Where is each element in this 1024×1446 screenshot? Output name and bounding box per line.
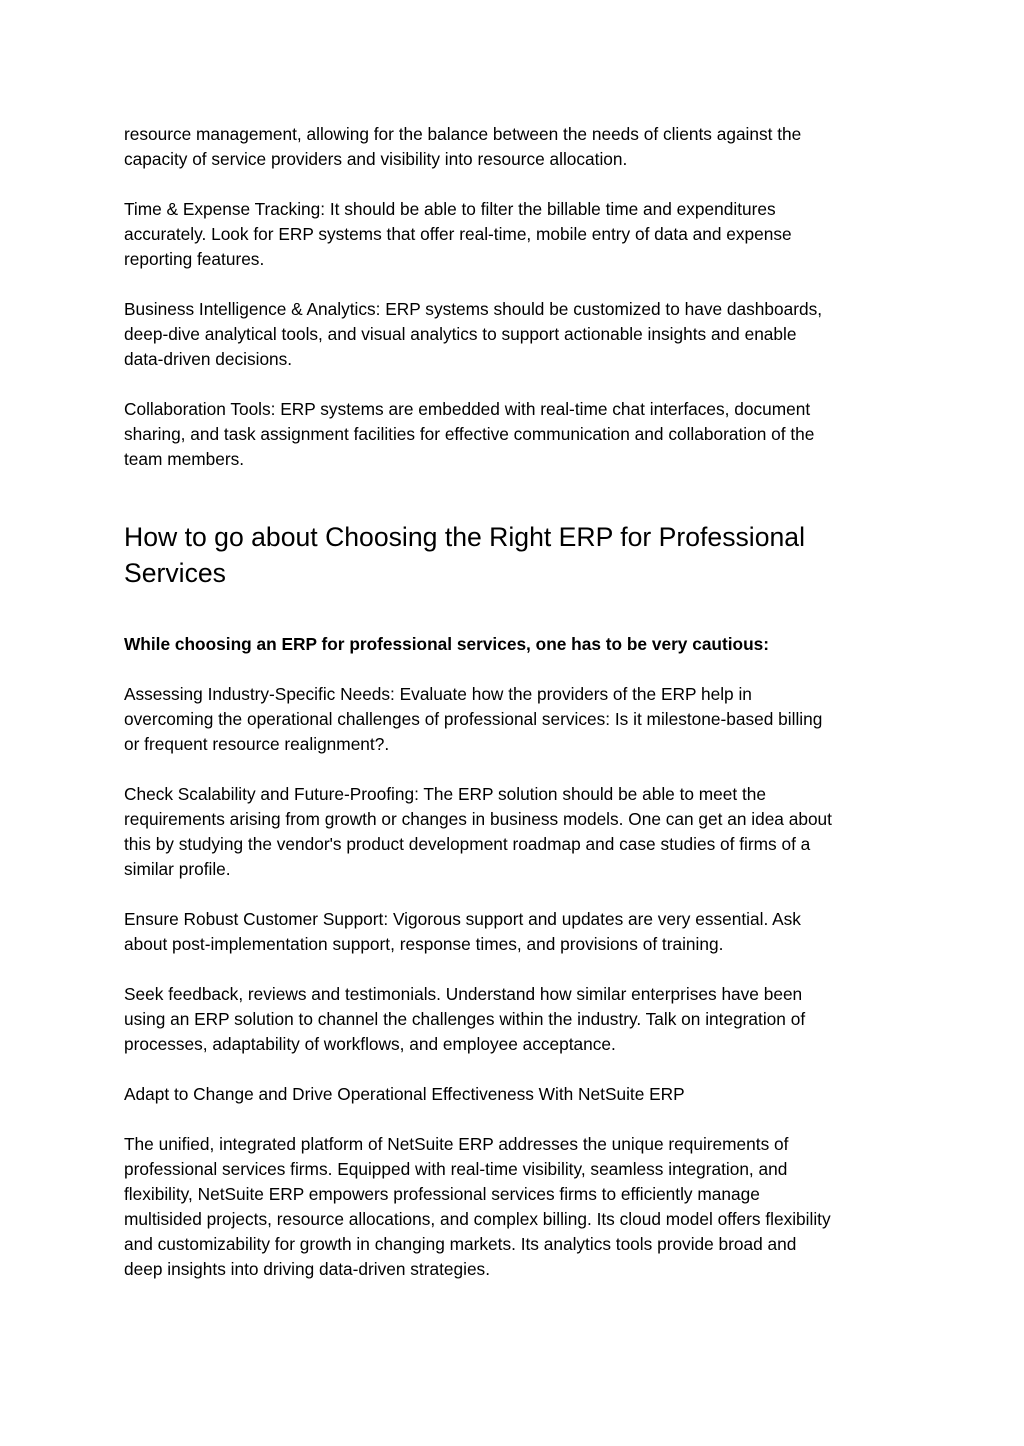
text-line: flexibility, NetSuite ERP empowers professional services firms to efficiently manage: [124, 1184, 760, 1204]
text-line: data-driven decisions.: [124, 349, 293, 369]
text-line: deep-dive analytical tools, and visual analytics to support actionable insights and enable: [124, 324, 797, 344]
text-line: Time & Expense Tracking: It should be able to filter the billable time and expenditures: [124, 199, 776, 219]
text-line: professional services firms. Equipped with real-time visibility, seamless integration, and: [124, 1159, 788, 1179]
text-line: about post-implementation support, response times, and provisions of training.: [124, 934, 724, 954]
paragraph-industry-needs: [124, 682, 904, 757]
text-line: overcoming the operational challenges of professional services: Is it milestone-based billing: [124, 709, 823, 729]
text-line: multisided projects, resource allocations, and complex billing. Its cloud model offers flexibility: [124, 1209, 831, 1229]
text-line: or frequent resource realignment?.: [124, 734, 390, 754]
paragraph-collaboration-tools: [124, 397, 904, 472]
text-line: Ensure Robust Customer Support: Vigorous support and updates are very essential. Ask: [124, 909, 801, 929]
text-line: resource management, allowing for the balance between the needs of clients against the: [124, 124, 802, 144]
text-line: Collaboration Tools: ERP systems are embedded with real-time chat interfaces, document: [124, 399, 811, 419]
text-line: reporting features.: [124, 249, 265, 269]
text-line: team members.: [124, 449, 245, 469]
text-line: using an ERP solution to channel the challenges within the industry. Talk on integration of: [124, 1009, 806, 1029]
paragraph-scalability: [124, 782, 904, 882]
text-line: Assessing Industry-Specific Needs: Evaluate how the providers of the ERP help in: [124, 684, 752, 704]
text-line: and customizability for growth in changing markets. Its analytics tools provide broad and: [124, 1234, 797, 1254]
paragraph-customer-support: [124, 907, 904, 957]
heading-line: Services: [124, 558, 226, 588]
text-line: requirements arising from growth or changes in business models. One can get an idea about: [124, 809, 832, 829]
lead-text: While choosing an ERP for professional services, one has to be very cautious:: [124, 634, 770, 654]
text-line: Seek feedback, reviews and testimonials. Understand how similar enterprises have been: [124, 984, 803, 1004]
text-line: processes, adaptability of workflows, and employee acceptance.: [124, 1034, 616, 1054]
paragraph-netsuite-subheading: [124, 1082, 904, 1107]
text-line: this by studying the vendor's product development roadmap and case studies of firms of a: [124, 834, 811, 854]
paragraph-netsuite-platform: [124, 1132, 904, 1282]
section-heading: [124, 519, 904, 591]
paragraph-feedback-reviews: [124, 982, 904, 1057]
text-line: The unified, integrated platform of NetSuite ERP addresses the unique requirements of: [124, 1134, 789, 1154]
paragraph-resource-management: [124, 122, 904, 172]
paragraph-business-intelligence: [124, 297, 904, 372]
text-line: Adapt to Change and Drive Operational Effectiveness With NetSuite ERP: [124, 1084, 685, 1104]
document-page: [124, 122, 904, 1307]
paragraph-time-expense-tracking: [124, 197, 904, 272]
text-line: deep insights into driving data-driven strategies.: [124, 1259, 490, 1279]
text-line: capacity of service providers and visibility into resource allocation.: [124, 149, 628, 169]
text-line: similar profile.: [124, 859, 231, 879]
text-line: Business Intelligence & Analytics: ERP systems should be customized to have dashboards,: [124, 299, 823, 319]
text-line: sharing, and task assignment facilities for effective communication and collaboration of the: [124, 424, 815, 444]
heading-line: How to go about Choosing the Right ERP for Professional: [124, 522, 805, 552]
section-lead: [124, 632, 904, 657]
text-line: accurately. Look for ERP systems that offer real-time, mobile entry of data and expense: [124, 224, 792, 244]
text-line: Check Scalability and Future-Proofing: The ERP solution should be able to meet the: [124, 784, 767, 804]
